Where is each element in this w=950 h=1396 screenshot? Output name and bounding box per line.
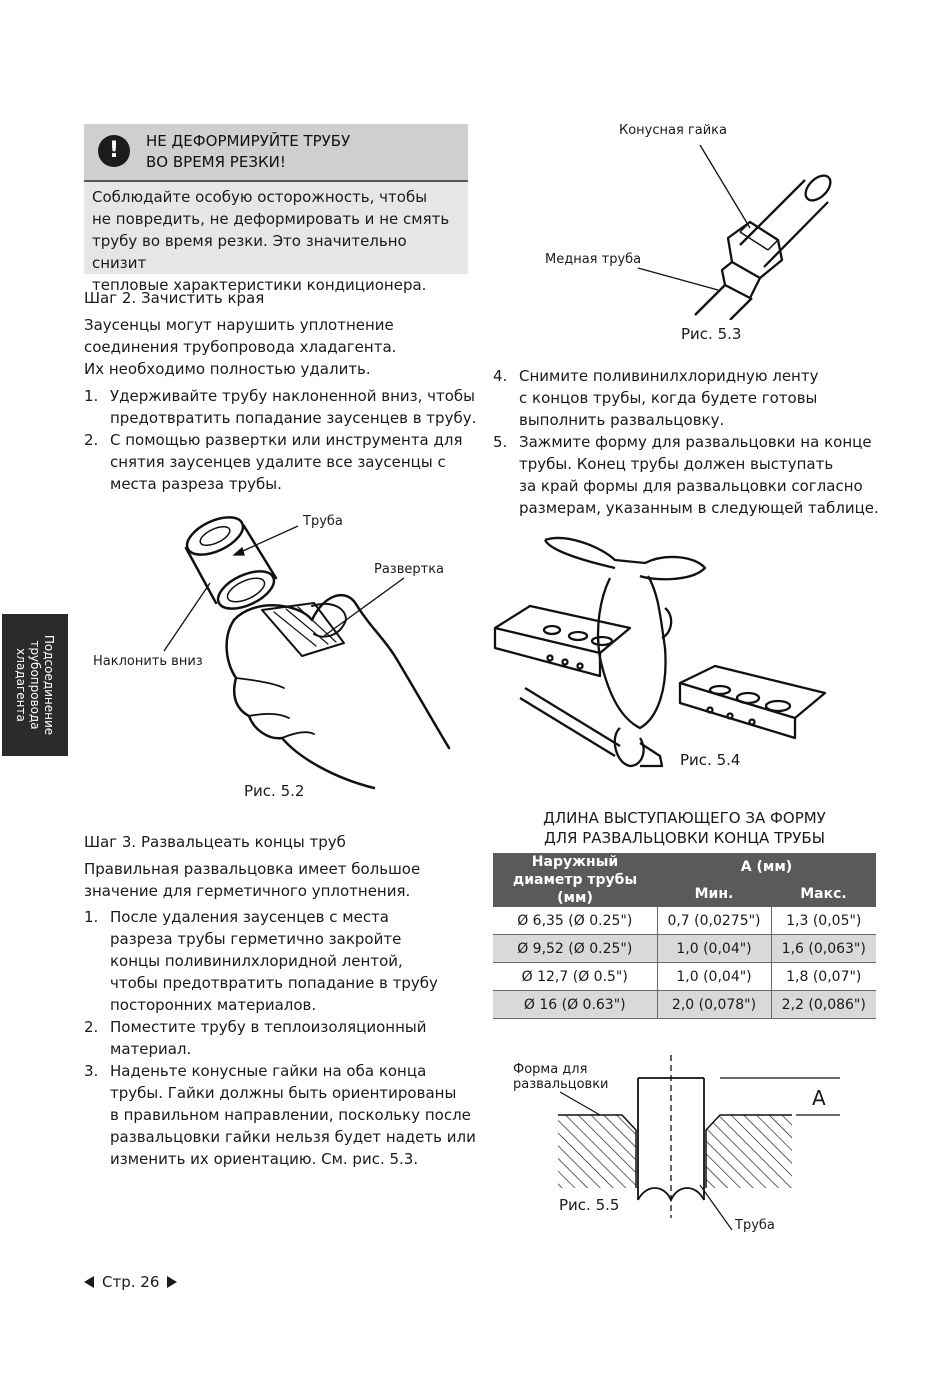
fig53-label-pipe: Медная труба	[545, 252, 642, 267]
step2-title: Шаг 2. Зачистить края	[84, 289, 265, 307]
table-row: Ø 6,35 (Ø 0.25") 0,7 (0,0275") 1,3 (0,05")	[493, 907, 876, 935]
header-diameter: Наружный диаметр трубы (мм)	[493, 853, 657, 907]
list-item: 2. Поместите трубу в теплоизоляционный материал.	[84, 1018, 427, 1058]
table-row: Ø 12,7 (Ø 0.5") 1,0 (0,04") 1,8 (0,07")	[493, 963, 876, 991]
warning-title: НЕ ДЕФОРМИРУЙТЕ ТРУБУ ВО ВРЕМЯ РЕЗКИ!	[146, 132, 351, 171]
pipe-outline	[186, 526, 276, 603]
table-row: Ø 9,52 (Ø 0.25") 1,0 (0,04") 1,6 (0,063")	[493, 935, 876, 963]
fig54-illustration	[490, 528, 830, 778]
header-max: Макс.	[771, 880, 876, 907]
table-row: Ø 16 (Ø 0.63") 2,0 (0,078") 2,2 (0,086")	[493, 991, 876, 1019]
page-footer	[84, 1272, 177, 1292]
fig53-label-nut: Конусная гайка	[619, 123, 728, 138]
fig55-caption: Рис. 5.5	[559, 1196, 620, 1214]
flare-bar-left	[495, 606, 630, 653]
screw-rod	[520, 688, 620, 756]
die-right	[706, 1115, 792, 1188]
hand-outline	[234, 595, 449, 748]
warning-header	[84, 124, 468, 182]
list-item: 1. После удаления заусенцев с места разреза трубы герметично закройте концы поливинилхлоридной лентой, чтобы предотвратить попадание в трубу посторонних материалов.	[84, 908, 438, 1014]
list-item: 5. Зажмите форму для развальцовки на конце трубы. Конец трубы должен выступать за край формы для развальцовки согласно размерам, указанным в следующей таблице.	[493, 433, 879, 517]
section-side-tab: Подсоединение трубопровода хладагента	[2, 614, 68, 756]
header-a: А (мм)	[657, 853, 876, 880]
fig55-label-pipe: Труба	[735, 1218, 775, 1233]
step2-list	[84, 385, 479, 495]
exclamation-icon: !	[98, 135, 130, 167]
header-min: Мин.	[657, 880, 771, 907]
fig52-label-tilt: Наклонить вниз	[93, 654, 203, 669]
fig54-caption: Рис. 5.4	[680, 751, 741, 769]
clamp-body	[598, 576, 665, 728]
fig55-label-a: A	[812, 1086, 826, 1110]
list-item: 4. Снимите поливинилхлоридную ленту с концов трубы, когда будете готовы выполнить развальцовку.	[493, 367, 819, 429]
fig53-caption: Рис. 5.3	[681, 325, 742, 343]
next-page-icon[interactable]	[167, 1276, 177, 1288]
step2-intro: Заусенцы могут нарушить уплотнение соединения трубопровода хладагента. Их необходимо полностью удалить.	[84, 316, 397, 378]
step3-title: Шаг 3. Развальцеать концы труб	[84, 833, 346, 851]
prev-page-icon[interactable]	[84, 1276, 94, 1288]
fig52-caption: Рис. 5.2	[244, 782, 305, 800]
list-item: 2. С помощью развертки или инструмента для снятия заусенцев удалите все заусенцы с места разреза трубы.	[84, 431, 463, 493]
list-item: 3. Наденьте конусные гайки на оба конца трубы. Гайки должны быть ориентированы в правильном направлении, поскольку после развальцовки гайки нельзя будет надеть или изменить их ориентацию. См. рис. 5.3.	[84, 1062, 476, 1168]
fig53-illustration	[600, 140, 860, 320]
step3-list	[84, 906, 479, 1170]
list-item: 1. Удерживайте трубу наклоненной вниз, чтобы предотвратить попадание заусенцев в трубу.	[84, 387, 477, 427]
t-handle	[545, 538, 705, 579]
right-steps-list	[493, 365, 903, 519]
flare-length-table	[493, 853, 876, 1019]
step3-intro: Правильная развальцовка имеет большое значение для герметичного уплотнения.	[84, 860, 421, 900]
die-left	[558, 1115, 636, 1188]
table-title: ДЛИНА ВЫСТУПАЮЩЕГО ЗА ФОРМУ ДЛЯ РАЗВАЛЬЦОВКИ КОНЦА ТРУБЫ	[543, 809, 826, 847]
fig52-label-reamer: Развертка	[374, 562, 445, 577]
warning-body: Соблюдайте особую осторожность, чтобы не повредить, не деформировать и не смять трубу во время резки. Это значительно снизит тепловые характеристики кондиционера.	[84, 182, 468, 274]
page-number: Стр. 26	[102, 1273, 160, 1291]
fig55-label-form: Форма для развальцовки	[513, 1062, 609, 1092]
fig52-label-pipe: Труба	[303, 514, 343, 529]
